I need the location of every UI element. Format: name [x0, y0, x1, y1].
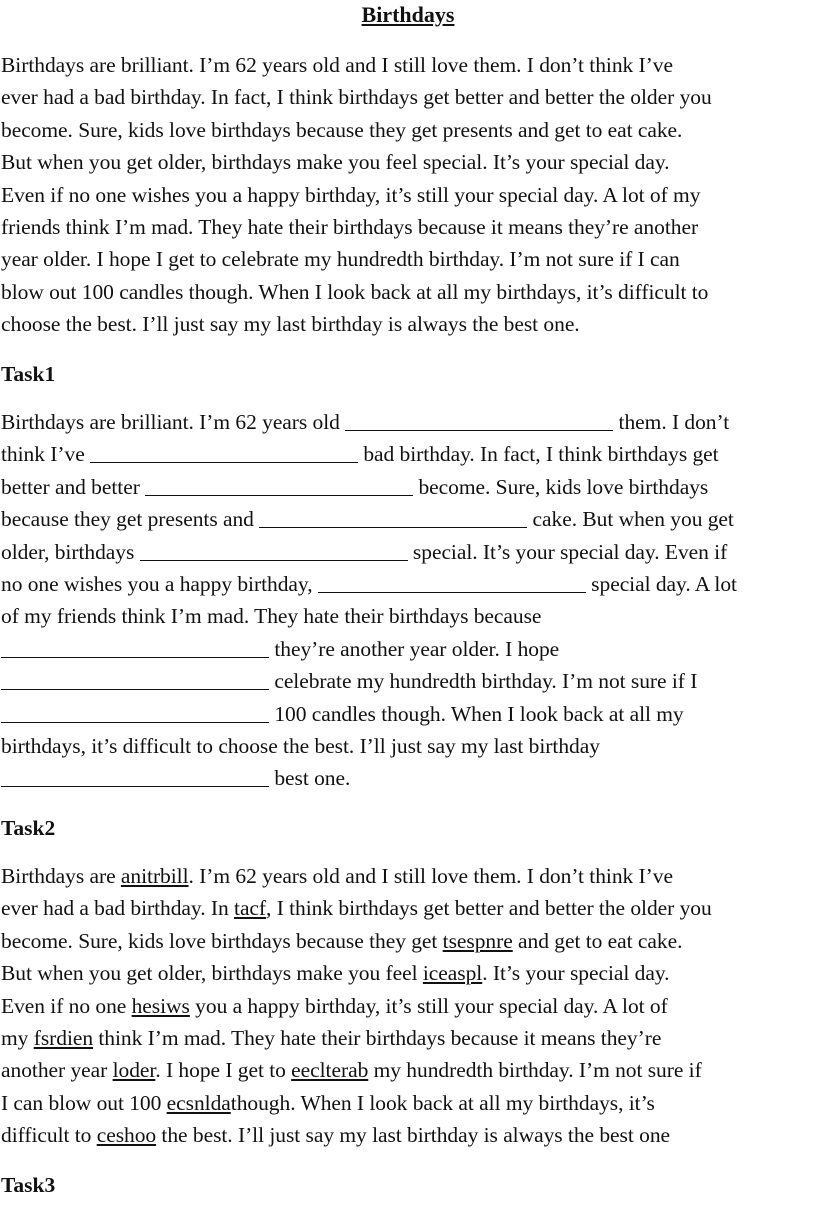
task2-scrambled-words [1, 860, 816, 1152]
text-segment: special. It’s your special day. Even if [407, 539, 728, 564]
task2-line [1, 957, 816, 989]
reading-passage [1, 49, 816, 341]
scrambled-word: eeclterab [291, 1058, 369, 1083]
task1-gap-fill [1, 406, 816, 795]
text-segment: ever had a bad birthday. In [1, 896, 235, 921]
answer-blank[interactable] [1, 667, 269, 690]
task1-line [1, 698, 816, 730]
answer-blank[interactable] [90, 440, 358, 463]
text-segment: . It’s your special day. [482, 961, 670, 986]
answer-blank[interactable] [145, 473, 413, 496]
text-segment: and get to eat cake. [512, 928, 683, 953]
passage-line: Birthdays are brilliant. I’m 62 years old and I still love them. I don’t think I’ve [1, 53, 673, 77]
text-segment: because they get presents and [1, 507, 260, 532]
task2-line [1, 1119, 816, 1151]
scrambled-word: iceaspl [422, 961, 483, 986]
text-segment: . I hope I get to [155, 1058, 292, 1083]
text-segment: of my friends think I’m mad. They hate their birthdays because [1, 604, 542, 629]
task1-line [1, 471, 816, 503]
scrambled-word: loder [112, 1058, 156, 1083]
text-segment: 100 candles though. When I look back at all my [269, 701, 684, 726]
text-segment: cake. But when you get [527, 507, 734, 532]
text-segment: become. Sure, kids love birthdays because they get [1, 928, 443, 953]
answer-blank[interactable] [1, 764, 269, 787]
text-segment: Birthdays are brilliant. I’m 62 years old [1, 410, 346, 434]
text-segment: the best. I’ll just say my last birthday is always the best one [156, 1123, 671, 1148]
task2-line [1, 892, 816, 924]
text-segment: my [1, 1025, 34, 1050]
answer-blank[interactable] [259, 505, 527, 528]
text-segment: think I’m mad. They hate their birthdays because it means they’re [93, 1025, 662, 1050]
scrambled-word: fsrdien [33, 1025, 94, 1050]
passage-line: friends think I’m mad. They hate their birthdays because it means they’re another [1, 214, 699, 239]
text-segment: my hundredth birthday. I’m not sure if [368, 1058, 702, 1083]
task2-line [1, 925, 816, 957]
task1-heading: Task1 [1, 362, 56, 386]
task1-line [1, 503, 816, 535]
answer-blank[interactable] [1, 700, 269, 723]
task1-line [1, 438, 816, 470]
text-segment: But when you get older, birthdays make you feel [1, 961, 423, 986]
scrambled-word: anitrbill [120, 864, 189, 888]
text-segment: bad birthday. In fact, I think birthdays get [358, 442, 719, 467]
text-segment: them. I don’t [613, 410, 730, 434]
passage-line: Even if no one wishes you a happy birthday, it’s still your special day. A lot of my [1, 182, 701, 207]
text-segment: best one. [269, 766, 351, 791]
task1-line [1, 536, 816, 568]
text-segment: another year [1, 1058, 113, 1083]
scrambled-word: tsespnre [442, 928, 513, 953]
passage-line: year older. I hope I get to celebrate my hundredth birthday. I’m not sure if I can [1, 247, 680, 272]
text-segment: celebrate my hundredth birthday. I’m not sure if I [269, 669, 698, 694]
text-segment: no one wishes you a happy birthday, [1, 571, 318, 596]
task2-line [1, 1087, 816, 1119]
answer-blank[interactable] [1, 635, 269, 658]
answer-blank[interactable] [318, 570, 586, 593]
scrambled-word: hesiws [131, 993, 190, 1018]
text-segment: you a happy birthday, it’s still your special day. A lot of [189, 993, 668, 1018]
text-segment: better and better [1, 474, 146, 499]
task2-line [1, 1022, 816, 1054]
task1-line [1, 406, 816, 438]
task1-line [1, 633, 816, 665]
task1-line [1, 568, 816, 600]
task3-heading: Task3 [1, 1173, 56, 1197]
passage-line: But when you get older, birthdays make you feel special. It’s your special day. [1, 150, 670, 175]
task1-line [1, 600, 816, 632]
text-segment: Birthdays are [1, 864, 121, 888]
task2-line [1, 990, 816, 1022]
task2-line [1, 860, 816, 892]
text-segment: Even if no one [1, 993, 132, 1018]
passage-line: ever had a bad birthday. In fact, I think birthdays get better and better the older you [1, 85, 712, 110]
task2-line [1, 1054, 816, 1086]
text-segment: think I’ve [1, 442, 91, 467]
task1-line [1, 762, 816, 794]
task1-line [1, 665, 816, 697]
text-segment: they’re another year older. I hope [269, 636, 560, 661]
text-segment: . I’m 62 years old and I still love them. I don’t think I’ve [188, 864, 673, 888]
page-title: Birthdays [361, 2, 455, 27]
text-segment: become. Sure, kids love birthdays [413, 474, 709, 499]
text-segment: difficult to [1, 1123, 97, 1148]
text-segment: birthdays, it’s difficult to choose the best. I’ll just say my last birthday [1, 733, 600, 758]
passage-line: become. Sure, kids love birthdays because they get presents and get to eat cake. [1, 117, 683, 142]
text-segment: I can blow out 100 [1, 1090, 167, 1115]
scrambled-word: ecsnlda [166, 1090, 231, 1115]
task2-heading: Task2 [1, 816, 56, 840]
answer-blank[interactable] [345, 408, 613, 431]
scrambled-word: tacf [234, 896, 267, 921]
passage-line: choose the best. I’ll just say my last birthday is always the best one. [1, 312, 580, 337]
answer-blank[interactable] [140, 538, 408, 561]
passage-line: blow out 100 candles though. When I look back at all my birthdays, it’s difficult to [1, 279, 709, 304]
task1-line [1, 730, 816, 762]
text-segment: though. When I look back at all my birthdays, it’s [230, 1090, 655, 1115]
scrambled-word: ceshoo [96, 1123, 157, 1148]
text-segment: special day. A lot [585, 571, 737, 596]
text-segment: , I think birthdays get better and better the older you [266, 896, 712, 921]
text-segment: older, birthdays [1, 539, 140, 564]
